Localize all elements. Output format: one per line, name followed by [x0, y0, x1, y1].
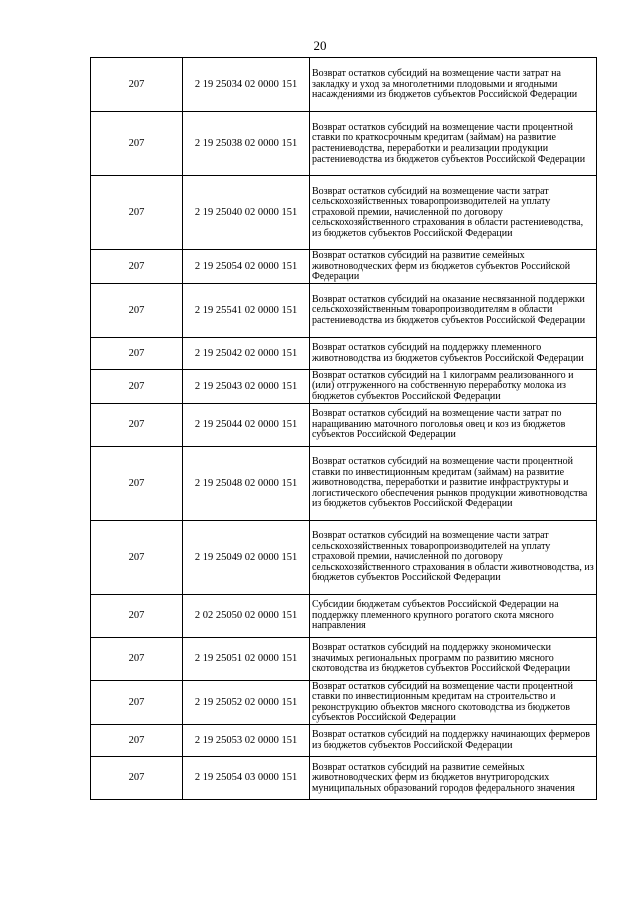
description-cell: Возврат остатков субсидий на возмещение части затрат сельскохозяйственных товаропроизводителей на уплату страховой премии, начисленной по договору сельскохозяйственного страхования в области растениеводства, из бюджетов субъектов Российской Федерации	[310, 176, 597, 250]
description-cell: Возврат остатков субсидий на поддержку экономически значимых региональных программ по развитию мясного скотоводства из бюджетов субъектов Российской Федерации	[310, 637, 597, 680]
table-row	[91, 176, 597, 250]
admin-code-cell: 207	[91, 680, 183, 724]
budget-code-cell: 2 19 25049 02 0000 151	[183, 520, 310, 594]
description-cell: Возврат остатков субсидий на развитие семейных животноводческих ферм из бюджетов внутригородских муниципальных образований городов федерального значения	[310, 756, 597, 799]
admin-code-cell: 207	[91, 369, 183, 403]
table-row	[91, 446, 597, 520]
budget-code-cell: 2 19 25034 02 0000 151	[183, 58, 310, 112]
description-cell: Возврат остатков субсидий на возмещение части процентной ставки по краткосрочным кредитам (займам) на развитие растениеводства, переработки и реализации продукции растениеводства из бюджетов субъектов Российской Федерации	[310, 112, 597, 176]
budget-code-cell: 2 19 25052 02 0000 151	[183, 680, 310, 724]
admin-code-cell: 207	[91, 637, 183, 680]
admin-code-cell: 207	[91, 176, 183, 250]
table-row	[91, 520, 597, 594]
budget-code-cell: 2 19 25054 03 0000 151	[183, 756, 310, 799]
page-number: 20	[313, 38, 327, 53]
budget-code-cell: 2 19 25042 02 0000 151	[183, 337, 310, 369]
budget-code-cell: 2 19 25043 02 0000 151	[183, 369, 310, 403]
description-cell: Возврат остатков субсидий на возмещение части затрат сельскохозяйственных товаропроизводителей на уплату страховой премии, начисленной по договору сельскохозяйственного страхования в области животноводства, из бюджетов субъектов Российской Федерации	[310, 520, 597, 594]
table-row	[91, 680, 597, 724]
admin-code-cell: 207	[91, 337, 183, 369]
admin-code-cell: 207	[91, 520, 183, 594]
description-cell: Субсидии бюджетам субъектов Российской Федерации на поддержку племенного крупного рогатого скота мясного направления	[310, 594, 597, 637]
table-row	[91, 112, 597, 176]
budget-code-cell: 2 19 25040 02 0000 151	[183, 176, 310, 250]
table-row	[91, 369, 597, 403]
description-cell: Возврат остатков субсидий на развитие семейных животноводческих ферм из бюджетов субъектов Российской Федерации	[310, 250, 597, 284]
table-row	[91, 283, 597, 337]
admin-code-cell: 207	[91, 403, 183, 446]
admin-code-cell: 207	[91, 112, 183, 176]
budget-code-cell: 2 19 25048 02 0000 151	[183, 446, 310, 520]
description-cell: Возврат остатков субсидий на возмещение части процентной ставки по инвестиционным кредитам на строительство и реконструкцию объектов мясного скотоводства из бюджетов субъектов Российской Федерации	[310, 680, 597, 724]
table-row	[91, 337, 597, 369]
table-row	[91, 637, 597, 680]
description-cell: Возврат остатков субсидий на 1 килограмм реализованного и (или) отгруженного на собственную переработку молока из бюджетов субъектов Российской Федерации	[310, 369, 597, 403]
admin-code-cell: 207	[91, 756, 183, 799]
table-row	[91, 724, 597, 756]
budget-code-cell: 2 19 25051 02 0000 151	[183, 637, 310, 680]
table-body	[91, 58, 597, 800]
table-row	[91, 756, 597, 799]
admin-code-cell: 207	[91, 250, 183, 284]
table-row	[91, 403, 597, 446]
budget-code-cell: 2 19 25044 02 0000 151	[183, 403, 310, 446]
description-cell: Возврат остатков субсидий на оказание несвязанной поддержки сельскохозяйственным товаропроизводителям в области растениеводства из бюджетов субъектов Российской Федерации	[310, 283, 597, 337]
description-cell: Возврат остатков субсидий на возмещение части затрат по наращиванию маточного поголовья овец и коз из бюджетов субъектов Российской Федерации	[310, 403, 597, 446]
description-cell: Возврат остатков субсидий на поддержку начинающих фермеров из бюджетов субъектов Российской Федерации	[310, 724, 597, 756]
table-row	[91, 250, 597, 284]
budget-code-cell: 2 19 25054 02 0000 151	[183, 250, 310, 284]
description-cell: Возврат остатков субсидий на возмещение части затрат на закладку и уход за многолетними плодовыми и ягодными насаждениями из бюджетов субъектов Российской Федерации	[310, 58, 597, 112]
budget-codes-table	[90, 57, 597, 800]
description-cell: Возврат остатков субсидий на возмещение части процентной ставки по инвестиционным кредитам (займам) на развитие животноводства, переработки и развитие инфраструктуры и логистического обеспечения рынков продукции животноводства из бюджетов субъектов Российской Федерации	[310, 446, 597, 520]
admin-code-cell: 207	[91, 446, 183, 520]
admin-code-cell: 207	[91, 58, 183, 112]
table-row	[91, 594, 597, 637]
description-cell: Возврат остатков субсидий на поддержку племенного животноводства из бюджетов субъектов Российской Федерации	[310, 337, 597, 369]
table-row	[91, 58, 597, 112]
budget-code-cell: 2 19 25038 02 0000 151	[183, 112, 310, 176]
admin-code-cell: 207	[91, 724, 183, 756]
budget-code-cell: 2 19 25053 02 0000 151	[183, 724, 310, 756]
admin-code-cell: 207	[91, 594, 183, 637]
admin-code-cell: 207	[91, 283, 183, 337]
budget-code-cell: 2 02 25050 02 0000 151	[183, 594, 310, 637]
budget-code-cell: 2 19 25541 02 0000 151	[183, 283, 310, 337]
